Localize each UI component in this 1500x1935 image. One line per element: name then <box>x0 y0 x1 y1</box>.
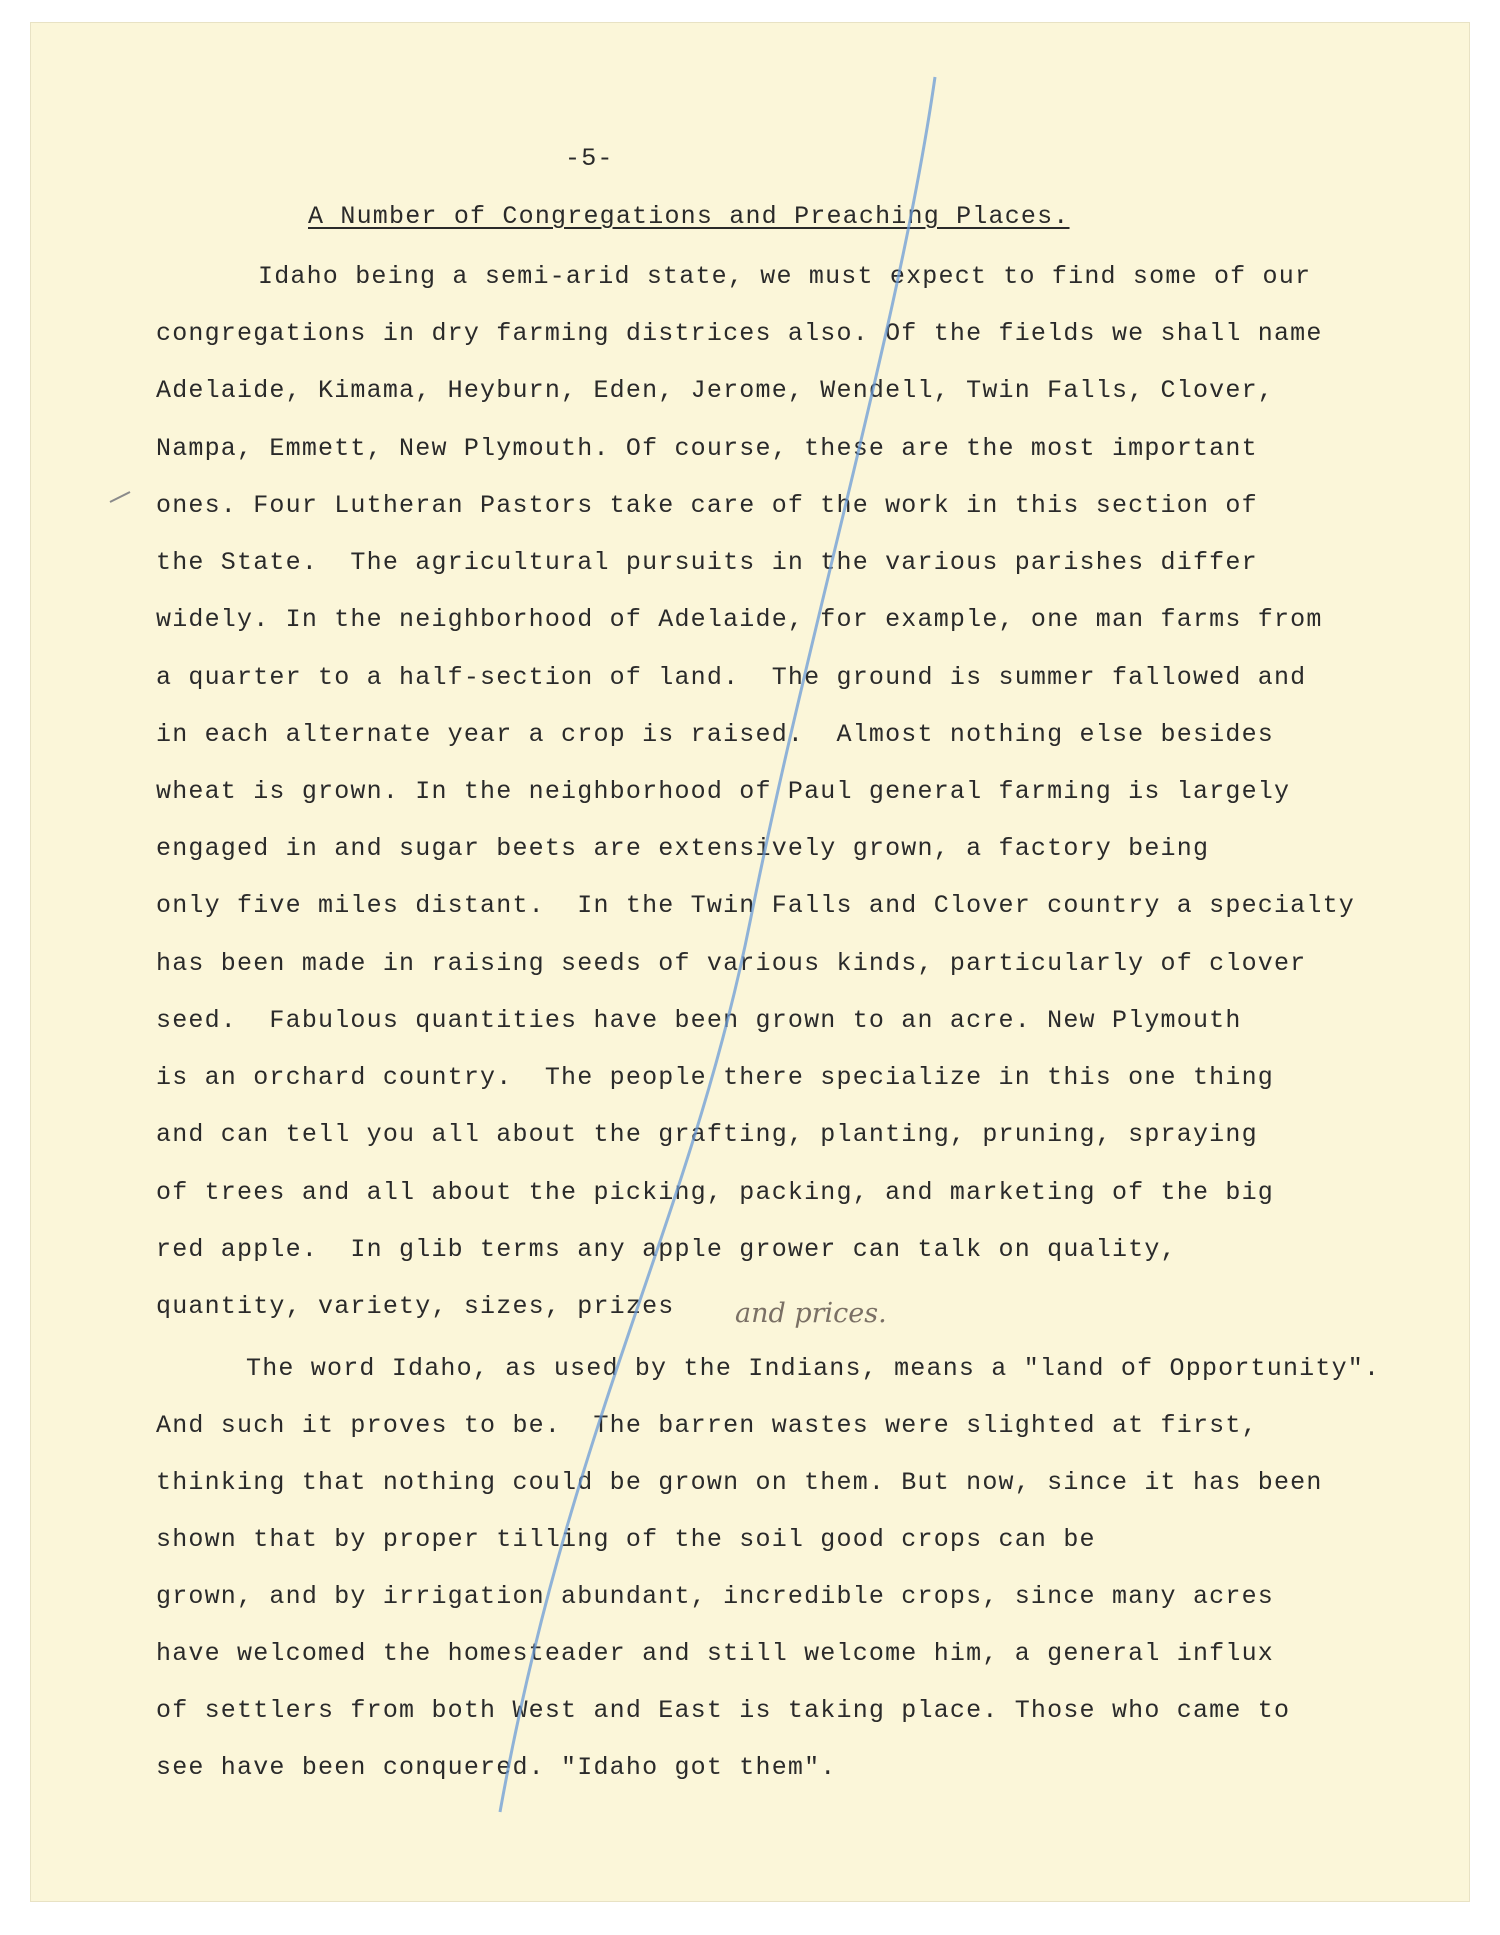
text-line: And such it proves to be. The barren wastes were slighted at first, <box>156 1411 1258 1440</box>
text-line: The word Idaho, as used by the Indians, means a "land of Opportunity". <box>246 1354 1381 1383</box>
text-line: red apple. In glib terms any apple grower can talk on quality, <box>156 1235 1177 1264</box>
text-line: and can tell you all about the grafting, planting, pruning, spraying <box>156 1120 1258 1149</box>
text-line: in each alternate year a crop is raised. Almost nothing else besides <box>156 720 1274 749</box>
text-line: the State. The agricultural pursuits in the various parishes differ <box>156 548 1258 577</box>
text-line: engaged in and sugar beets are extensively grown, a factory being <box>156 834 1210 863</box>
typed-page <box>30 22 1470 1902</box>
handwritten-annotation: and prices. <box>735 1298 887 1329</box>
text-line: of trees and all about the picking, packing, and marketing of the big <box>156 1178 1274 1207</box>
text-line: seed. Fabulous quantities have been grown to an acre. New Plymouth <box>156 1006 1242 1035</box>
text-line: wheat is grown. In the neighborhood of Paul general farming is largely <box>156 777 1291 806</box>
text-line: widely. In the neighborhood of Adelaide, for example, one man farms from <box>156 605 1323 634</box>
text-line: have welcomed the homesteader and still welcome him, a general influx <box>156 1639 1274 1668</box>
text-line: Nampa, Emmett, New Plymouth. Of course, these are the most important <box>156 434 1258 463</box>
text-line: see have been conquered. "Idaho got them". <box>156 1753 837 1782</box>
text-line: Adelaide, Kimama, Heyburn, Eden, Jerome, Wendell, Twin Falls, Clover, <box>156 376 1274 405</box>
text-line: thinking that nothing could be grown on them. But now, since it has been <box>156 1468 1323 1497</box>
text-line: Idaho being a semi-arid state, we must expect to find some of our <box>258 262 1312 291</box>
text-line: congregations in dry farming districes also. Of the fields we shall name <box>156 319 1323 348</box>
text-line: grown, and by irrigation abundant, incredible crops, since many acres <box>156 1582 1274 1611</box>
text-line: of settlers from both West and East is taking place. Those who came to <box>156 1696 1291 1725</box>
text-line: only five miles distant. In the Twin Falls and Clover country a specialty <box>156 891 1355 920</box>
text-line: is an orchard country. The people there specialize in this one thing <box>156 1063 1274 1092</box>
text-line: has been made in raising seeds of various kinds, particularly of clover <box>156 949 1307 978</box>
text-line: quantity, variety, sizes, prizes <box>156 1292 675 1321</box>
text-line: a quarter to a half-section of land. The ground is summer fallowed and <box>156 663 1307 692</box>
text-line: shown that by proper tilling of the soil good crops can be <box>156 1525 1096 1554</box>
text-line: ones. Four Lutheran Pastors take care of the work in this section of <box>156 491 1258 520</box>
page-number: -5- <box>565 144 614 173</box>
section-heading: A Number of Congregations and Preaching Places. <box>308 202 1070 231</box>
